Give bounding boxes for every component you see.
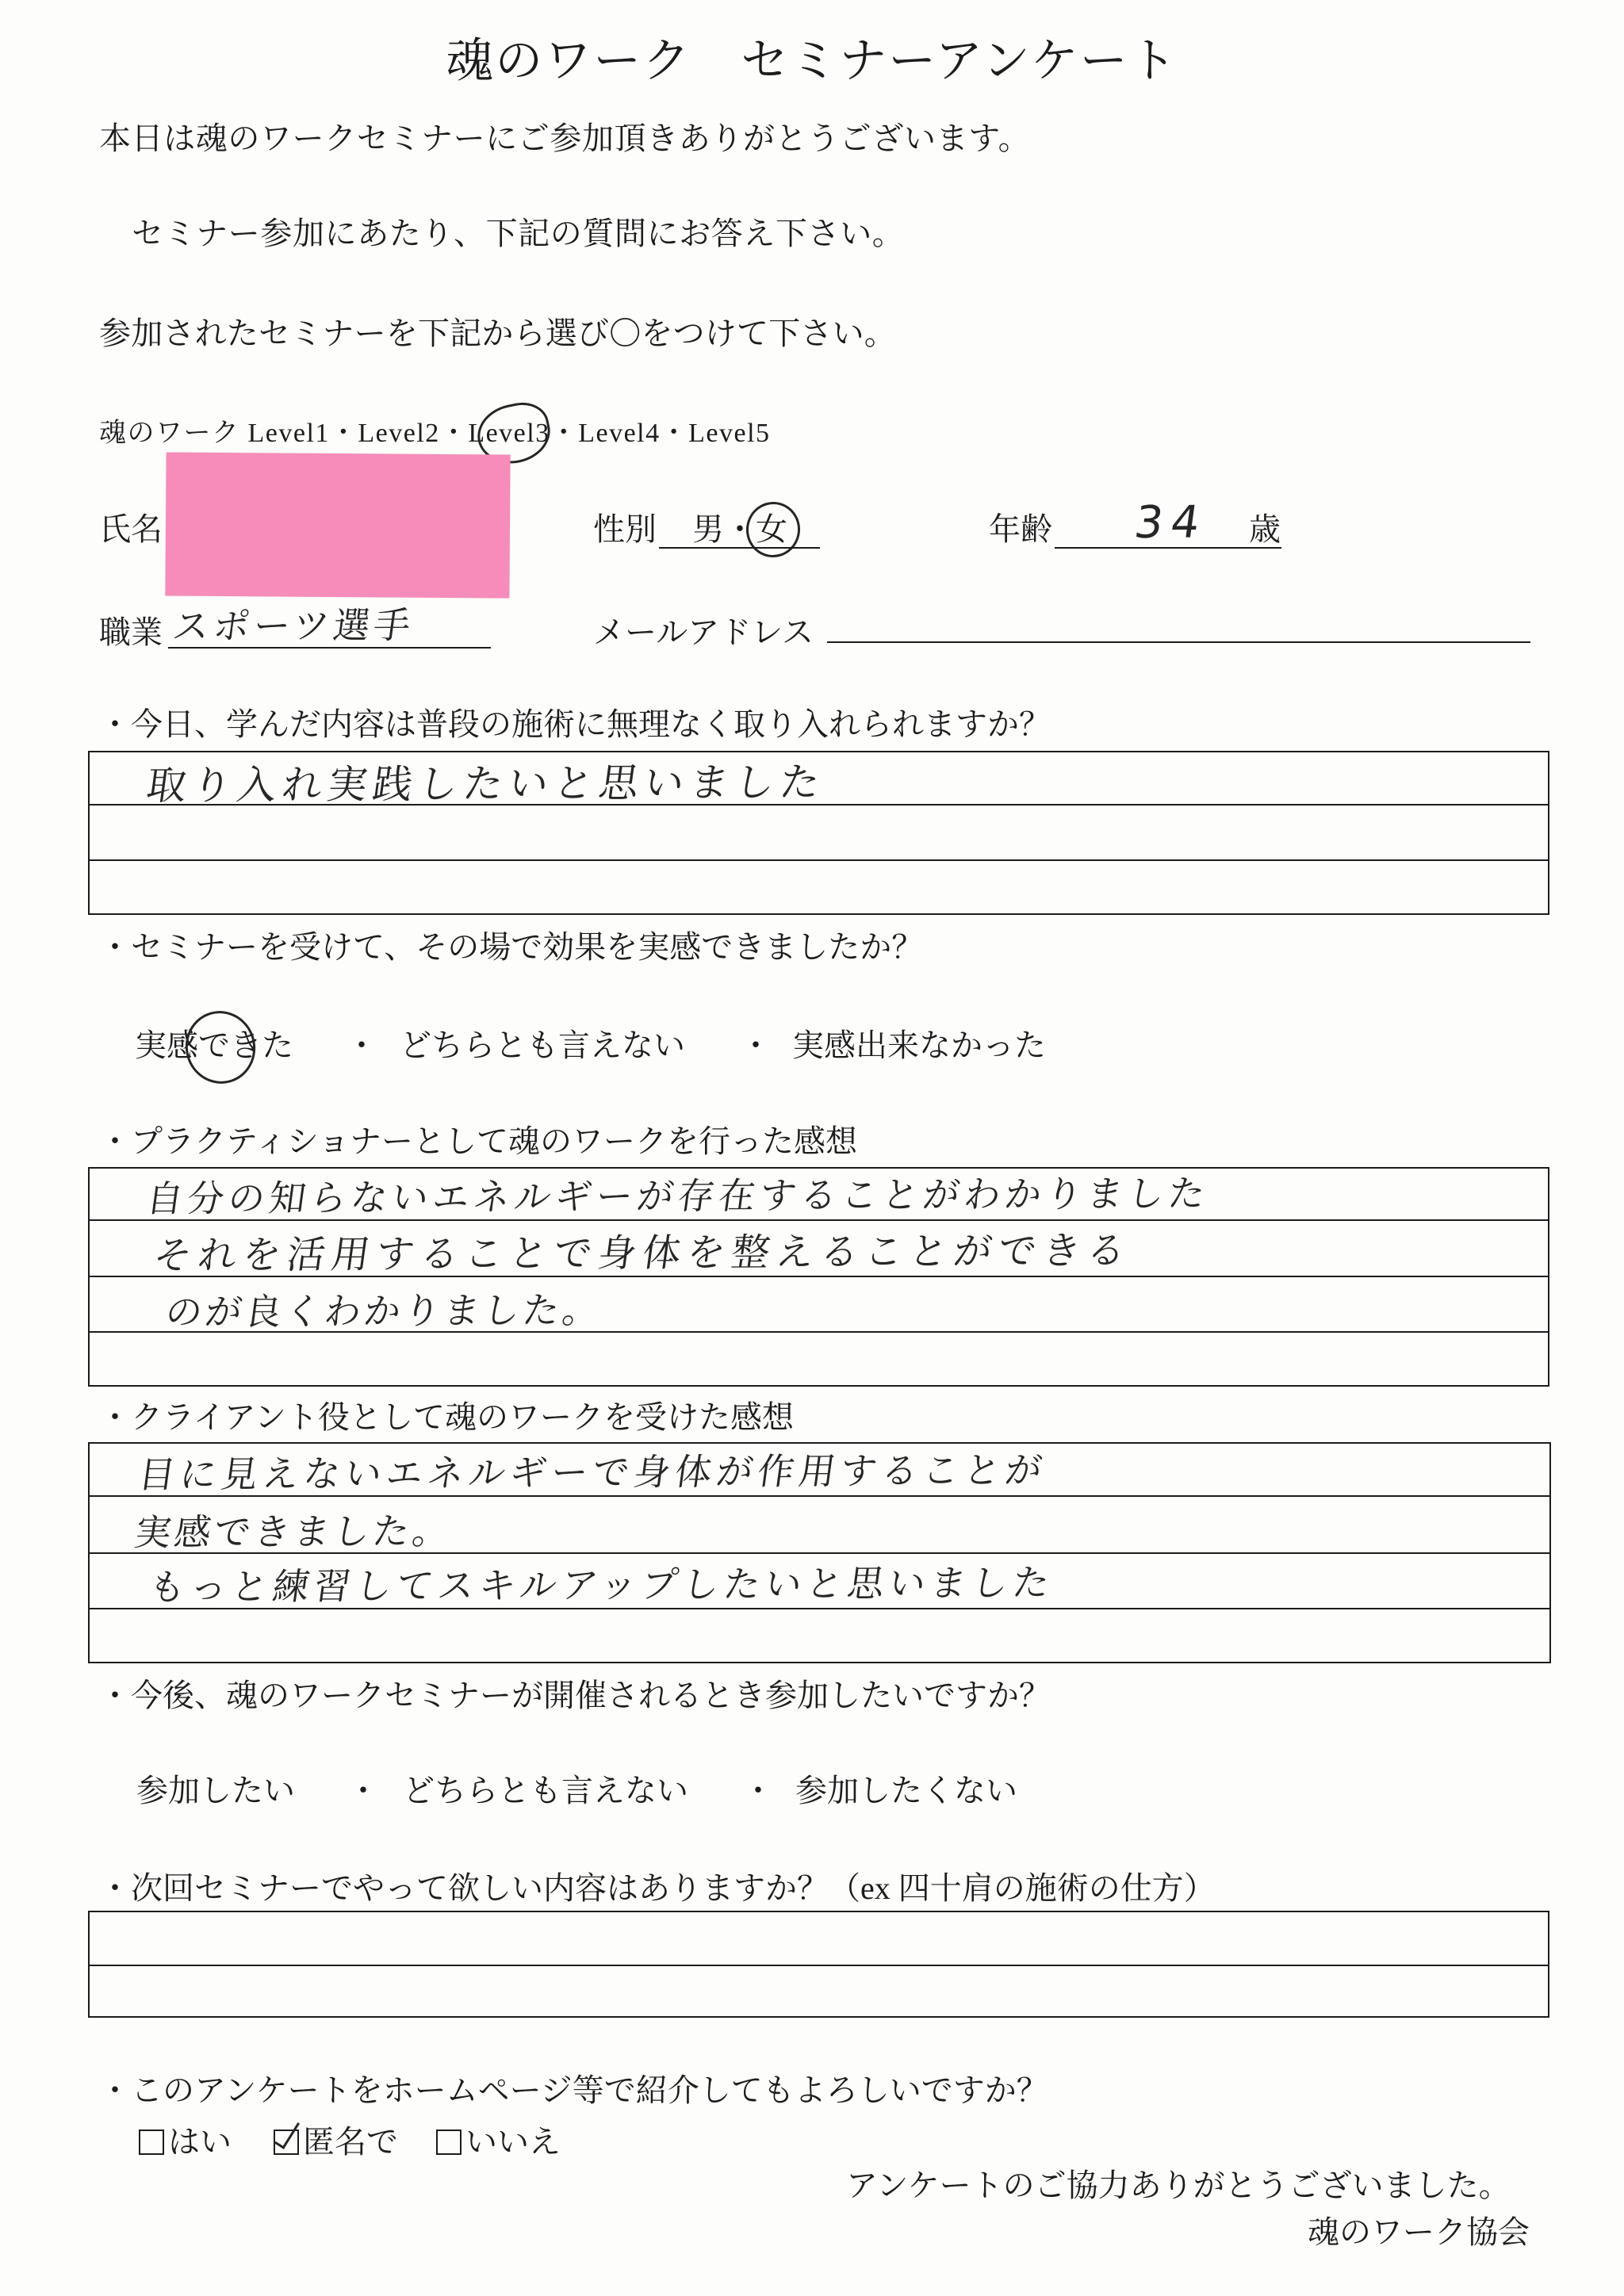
checkbox-icon: [436, 2130, 462, 2155]
age-underline: [1055, 547, 1281, 549]
q6-text: ・次回セミナーでやって欲しい内容はありますか？（ex 四十肩の施術の仕方）: [99, 1870, 1216, 1906]
row-divider: [90, 1495, 1549, 1497]
instruction-text: セミナー参加にあたり、下記の質問にお答え下さい。: [132, 216, 905, 251]
occupation-label: 職業: [99, 614, 163, 650]
level-option: Level5: [688, 419, 771, 448]
q5-option: 参加したくない: [795, 1773, 1017, 1808]
checkbox-label: 匿名で: [303, 2124, 398, 2160]
level-option: Level4: [578, 419, 661, 448]
gender-label: 性別: [593, 511, 657, 547]
intro-text: 本日は魂のワークセミナーにご参加頂きありがとうございます。: [99, 121, 1031, 156]
redaction-sticky-note: [165, 452, 510, 598]
gender-options: [692, 511, 787, 547]
gender-underline: [659, 547, 820, 549]
q2-option: 実感できた: [135, 1030, 293, 1062]
footer-thanks: アンケートのご協力ありがとうございました。: [846, 2168, 1511, 2203]
q7-checkbox-option: [139, 2126, 232, 2158]
email-underline: [827, 641, 1530, 643]
name-label: 氏名: [99, 511, 163, 547]
q7-text: ・このアンケートをホームページ等で紹介してもよろしいですか？: [99, 2072, 1048, 2108]
occupation-value: スポーツ選手: [170, 603, 418, 648]
checkbox-icon: [274, 2130, 299, 2155]
q3-text: ・プラクティショナーとして魂のワークを行った感想: [99, 1123, 857, 1159]
level-separator: ・: [550, 419, 579, 448]
q4-answer-line: 目に見えないエネルギーで身体が作用することが: [136, 1448, 1050, 1496]
seminar-select-instruction: 参加されたセミナーを下記から選び〇をつけて下さい。: [99, 316, 896, 351]
level-prefix: 魂のワーク: [99, 419, 240, 448]
q2-separator: ・: [346, 1027, 377, 1063]
page-title: 魂のワーク セミナーアンケート: [446, 35, 1178, 87]
age-unit: 歳: [1249, 511, 1281, 547]
q7-checkbox-option: [436, 2126, 561, 2158]
row-divider: [90, 1608, 1549, 1609]
level-separator: ・: [329, 419, 358, 448]
level-option: Level1: [247, 419, 330, 448]
row-divider: [90, 859, 1548, 861]
q1-text: ・今日、学んだ内容は普段の施術に無理なく取り入れられますか？: [99, 706, 1051, 742]
checkbox-label: いいえ: [465, 2124, 561, 2160]
level-separator: ・: [660, 419, 689, 448]
checkbox-icon: [139, 2130, 164, 2155]
q2-separator: ・: [740, 1027, 772, 1063]
q3-answer-line: それを活用することで身体を整えることができる: [151, 1228, 1135, 1278]
level-option: Level2: [358, 419, 440, 448]
q5-option: 参加したい: [136, 1773, 295, 1808]
row-divider: [90, 1219, 1548, 1221]
level-separator: ・: [439, 419, 469, 448]
gender-separator: ・: [724, 511, 756, 547]
q2-text: ・セミナーを受けて、その場で効果を実感できましたか？: [99, 929, 924, 965]
gender-option-female: 女: [756, 514, 787, 545]
occupation-underline: [168, 647, 491, 649]
q5-separator: ・: [742, 1773, 774, 1808]
q5-option: どちらとも言えない: [403, 1773, 688, 1808]
gender-option-male: 男: [692, 511, 724, 547]
hand-drawn-circle: [178, 1003, 264, 1092]
q3-answer-line: のが良くわかりました。: [163, 1288, 606, 1334]
q4-answer-line: もっと練習してスキルアップしたいと思いました: [146, 1561, 1057, 1609]
q3-answer-line: 自分の知らないエネルギーが存在することがわかりました: [144, 1171, 1212, 1220]
email-label: メールアドレス: [593, 614, 814, 650]
q5-text: ・今後、魂のワークセミナーが開催されるとき参加したいですか？: [99, 1678, 1051, 1713]
q5-separator: ・: [347, 1773, 379, 1808]
age-value: 34: [1131, 496, 1211, 549]
q4-text: ・クライアント役として魂のワークを受けた感想: [99, 1399, 794, 1435]
q7-checkbox-option: [274, 2126, 398, 2158]
level-option: Level3: [468, 420, 550, 447]
q2-option: どちらとも言えない: [400, 1027, 685, 1063]
q4-answer-line: 実感できました。: [132, 1509, 455, 1554]
checkbox-label: はい: [168, 2124, 232, 2160]
q1-answer-line: 取り入れ実践したいと思いました: [144, 759, 829, 809]
hand-drawn-check-icon: [274, 2118, 300, 2149]
age-label: 年齢: [989, 511, 1052, 547]
seminar-level-options: [99, 420, 771, 447]
q2-option: 実感出来なかった: [792, 1027, 1046, 1063]
footer-organization: 魂のワーク協会: [1308, 2214, 1530, 2250]
q6-answer-box: [88, 1911, 1549, 2018]
row-divider: [90, 1965, 1548, 1966]
